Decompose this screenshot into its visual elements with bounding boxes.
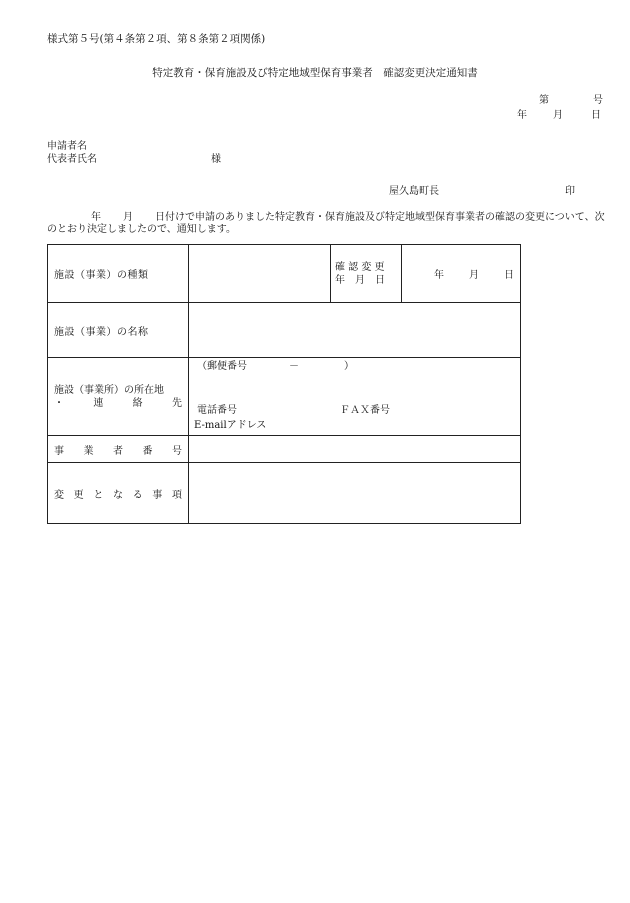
changes-label xyxy=(48,463,189,524)
operator-number-value[interactable] xyxy=(189,436,521,463)
location-value[interactable] xyxy=(189,358,521,436)
location-label-char: 絡 xyxy=(132,397,143,409)
changes-value[interactable] xyxy=(189,463,521,524)
label-char: 者 xyxy=(113,445,123,457)
location-label-line1: 施設（事業所）の所在地 xyxy=(54,384,164,396)
doc-date-year: 年 xyxy=(517,110,527,121)
applicant-label: 申請者名 xyxy=(47,141,87,152)
facility-name-value[interactable] xyxy=(189,303,521,358)
body-month: 月 xyxy=(123,212,133,223)
form-code: 様式第５号(第４条第２項、第８条第２項関係) xyxy=(47,33,266,45)
postal-dash: － xyxy=(289,361,299,372)
label-char: な xyxy=(112,489,123,501)
label-char: 番 xyxy=(142,445,153,457)
doc-number-dai: 第 xyxy=(539,95,549,106)
body-text: 日付けで申請のありました特定教育・保育施設及び特定地域型保育事業者の確認の変更について、次のとおり決定しましたので、通知します。 xyxy=(47,212,605,235)
change-date-label xyxy=(331,245,402,303)
label-char: 事 xyxy=(54,445,64,457)
label-char: 号 xyxy=(172,445,182,457)
row-location xyxy=(48,358,521,436)
label-char: る xyxy=(132,489,143,501)
label-char: と xyxy=(93,489,104,501)
label-char: 更 xyxy=(73,489,84,501)
label-char: 業 xyxy=(83,445,94,457)
change-date-month: 月 xyxy=(469,270,479,281)
change-date-value[interactable] xyxy=(402,245,521,303)
label-char: 変 xyxy=(54,489,64,501)
body-year: 年 xyxy=(91,212,101,223)
row-facility-type xyxy=(48,245,521,303)
row-operator-number xyxy=(48,436,521,463)
change-date-label-line1: 確 認 変 更 xyxy=(335,261,385,273)
change-date-day: 日 xyxy=(504,270,514,281)
label-char: 事 xyxy=(152,489,163,501)
facility-name-label: 施設（事業）の名称 xyxy=(48,303,189,358)
doc-number-go: 号 xyxy=(593,95,603,106)
seal-mark: 印 xyxy=(565,186,575,197)
change-date-year: 年 xyxy=(434,270,444,281)
facility-type-value[interactable] xyxy=(189,245,331,303)
honorific: 様 xyxy=(211,154,221,165)
doc-date-month: 月 xyxy=(553,110,563,121)
operator-number-label xyxy=(48,436,189,463)
representative-label: 代表者氏名 xyxy=(47,154,97,165)
fax-label: ＦＡＸ番号 xyxy=(340,405,390,416)
change-date-label-line2: 年 月 日 xyxy=(335,274,385,286)
row-changes xyxy=(48,463,521,524)
facility-type-label: 施設（事業）の種類 xyxy=(48,245,189,303)
notice-body xyxy=(47,212,607,236)
location-label-char: ・ xyxy=(54,397,64,409)
label-char: 項 xyxy=(171,489,182,501)
document-title: 特定教育・保育施設及び特定地域型保育事業者 確認変更決定通知書 xyxy=(152,67,478,79)
postal-close: ） xyxy=(344,361,354,372)
location-label-char: 先 xyxy=(171,397,182,409)
location-label xyxy=(48,358,189,436)
email-label: E-mailアドレス xyxy=(194,420,267,431)
issuer-name: 屋久島町長 xyxy=(389,186,439,197)
phone-label: 電話番号 xyxy=(197,405,237,416)
location-label-line2 xyxy=(54,397,188,410)
change-details-table xyxy=(47,244,521,524)
postal-open: （郵便番号 xyxy=(197,361,247,372)
doc-date-day: 日 xyxy=(591,110,601,121)
location-label-char: 連 xyxy=(93,397,104,409)
row-facility-name xyxy=(48,303,521,358)
